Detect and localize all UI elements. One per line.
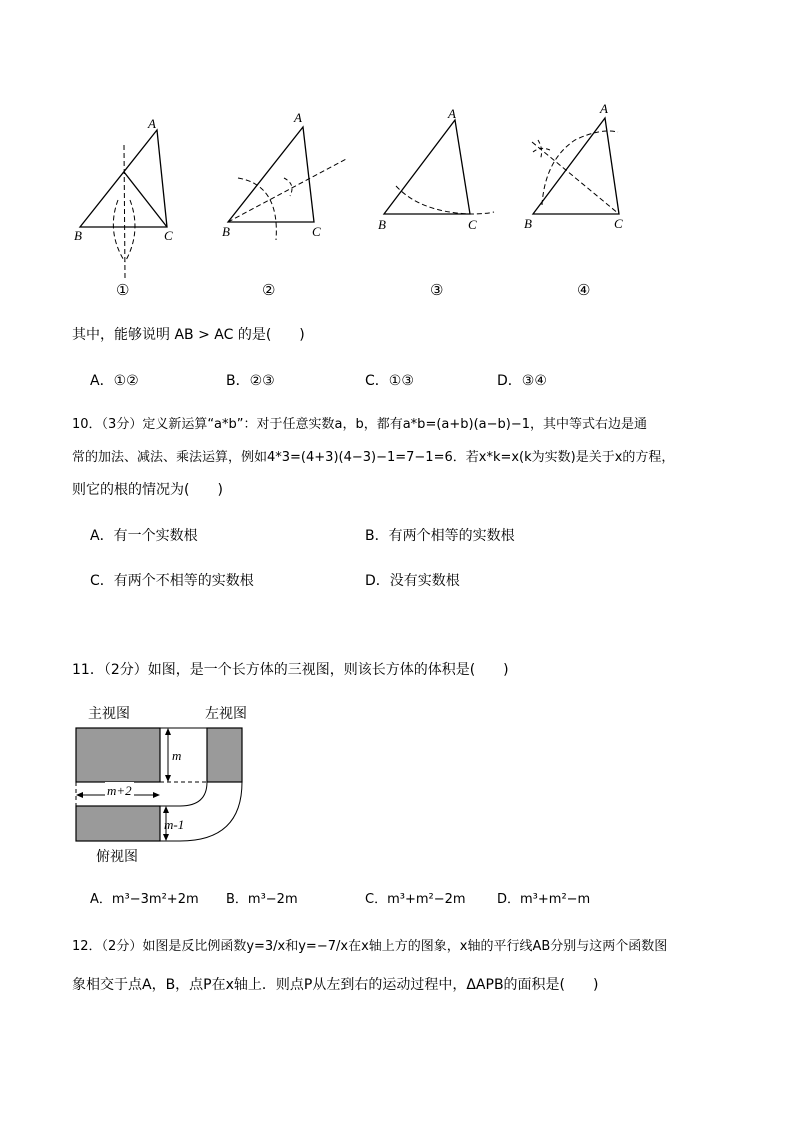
svg-text:A: A — [448, 106, 456, 121]
view-label-front: 主视图 — [88, 706, 130, 722]
svg-text:B: B — [378, 217, 386, 232]
q10-option-b: B．有两个相等的实数根 — [365, 528, 515, 544]
q11-option-b: B．m³−2m — [226, 892, 298, 907]
q10-line-3: 则它的根的情况为( ) — [72, 482, 223, 498]
svg-text:C: C — [164, 228, 173, 243]
q9-option-b: B．②③ — [226, 373, 275, 389]
top-view-rect — [76, 806, 160, 841]
q9-figures — [0, 0, 794, 300]
q11-option-a: A．m³−3m²+2m — [90, 892, 199, 907]
q9-stem: 其中，能够说明 AB > AC 的是( ) — [72, 327, 305, 343]
figure-label-3: ③ — [430, 281, 444, 299]
view-label-top: 俯视图 — [96, 849, 138, 865]
q12-line-2: 象相交于点A，B，点P在x轴上．则点P从左到右的运动过程中，ΔAPB的面积是( ) — [72, 977, 599, 993]
q12-line-1: 12．（2分）如图是反比例函数y=3/x和y=−7/x在x轴上方的图象，x轴的平行线AB分别与这两个函数图 — [72, 939, 668, 954]
q11-option-d: D．m³+m²−m — [497, 892, 591, 907]
q10-option-a: A．有一个实数根 — [90, 528, 198, 544]
q9-option-a: A．①② — [90, 373, 139, 389]
left-view-rect — [207, 728, 242, 782]
dim-label-m-plus-2: m+2 — [107, 783, 132, 798]
figure-3 — [378, 106, 494, 232]
figure-2 — [222, 110, 348, 240]
svg-text:B: B — [524, 216, 532, 231]
q11-stem: 11．（2分）如图，是一个长方体的三视图，则该长方体的体积是( ) — [72, 662, 509, 678]
svg-text:C: C — [614, 216, 623, 231]
q9-option-d: D．③④ — [497, 373, 547, 389]
figure-label-4: ④ — [577, 281, 591, 299]
q10-line-1: 10．（3分）定义新运算“a*b”：对于任意实数a，b，都有a*b=(a+b)(a−b)−1，其中等式右边是通 — [72, 417, 648, 432]
figure-4 — [524, 101, 623, 231]
figure-label-2: ② — [262, 281, 276, 299]
view-label-left: 左视图 — [205, 706, 247, 722]
q10-line-2: 常的加法、减法、乘法运算，例如4*3=(4+3)(4−3)−1=7−1=6．若x*k=x(k为实数)是关于x的方程， — [72, 450, 675, 465]
q10-option-d: D．没有实数根 — [365, 573, 460, 589]
svg-text:C: C — [468, 217, 477, 232]
svg-text:B: B — [74, 228, 82, 243]
front-view-rect — [76, 728, 160, 782]
q11-option-c: C．m³+m²−2m — [365, 892, 466, 907]
svg-text:B: B — [222, 224, 230, 239]
svg-text:A: A — [600, 101, 608, 116]
dim-label-m: m — [172, 748, 182, 763]
q10-option-c: C．有两个不相等的实数根 — [90, 573, 254, 589]
figure-1 — [74, 116, 173, 278]
svg-text:A: A — [294, 110, 302, 125]
q9-option-c: C．①③ — [365, 373, 414, 389]
figure-label-1: ① — [116, 281, 130, 299]
dim-label-m-minus-1: m-1 — [164, 817, 185, 832]
svg-text:C: C — [312, 224, 321, 239]
svg-text:A: A — [148, 116, 156, 131]
